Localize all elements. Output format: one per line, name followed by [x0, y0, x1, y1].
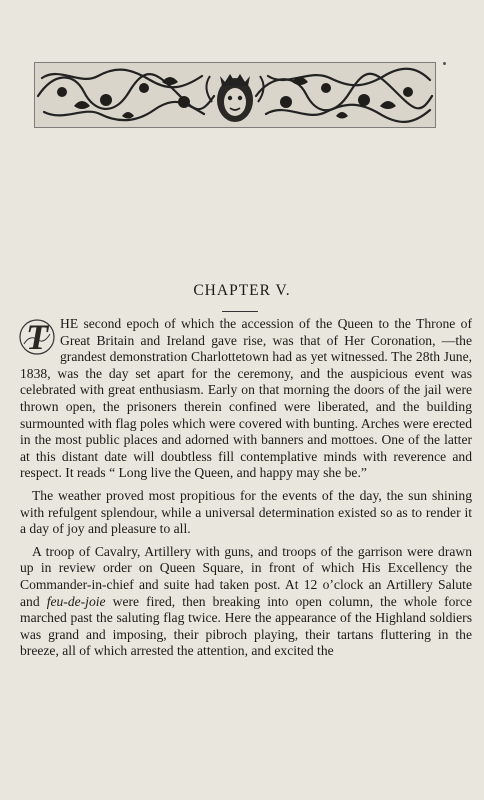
paragraph-3-italic: feu-de-joie — [46, 593, 106, 609]
dropcap-letter: T — [26, 317, 48, 357]
heading-rule — [222, 311, 258, 312]
paragraph-1-text: HE second epoch of which the accession of the Queen to the Throne of Great Britain and Ireland gave rise, was that of Her Coronation, —the grandest demonstration Charlottetown had as yet witnessed. The 28th June, 1838, was the day set apart for the ceremony, and the auspicious event was celebrated with great enthusiasm. Early on that morning the doors of the jail were thrown open, the prisoners therein confined were liberated, and the building surmounted with flag poles which were covered with bunting. Arches were erected in the most public places and adorned with banners and mottoes. One of the latter at this distant date will doubtless fill contemplative minds with reverence and respect. It reads “ Long live the Queen, and happy may she be.” — [20, 316, 472, 481]
ornamental-header-band — [34, 62, 436, 128]
paragraph-3 — [20, 544, 472, 660]
chapter-body — [20, 316, 472, 666]
ink-speck — [443, 62, 446, 65]
paragraph-3-part-1: A troop of Cavalry, Artillery with guns, and troops of the garrison were drawn up in review order on Queen Square, in front of which His Excellency the Commander-in-chief and suite had taken post. At 12 o’clock an Artillery Salute and — [20, 543, 472, 609]
paragraph-1 — [20, 316, 472, 482]
paragraph-2: The weather proved most propitious for the events of the day, the sun shining with refulgent splendour, while a universal determination existed so as to render it a day of joy and pleasure to all. — [20, 487, 472, 537]
paragraph-3-part-2: were fired, then breaking into open column, the whole force marched past the saluting flag twice. Here the appearance of the Highland soldiers was grand and imposing, their pibroch playing, their tartans fluttering in the breeze, all of which arrested the attention, and excited the — [20, 593, 472, 659]
decorated-dropcap — [18, 318, 56, 356]
chapter-heading: CHAPTER V. — [193, 282, 291, 299]
